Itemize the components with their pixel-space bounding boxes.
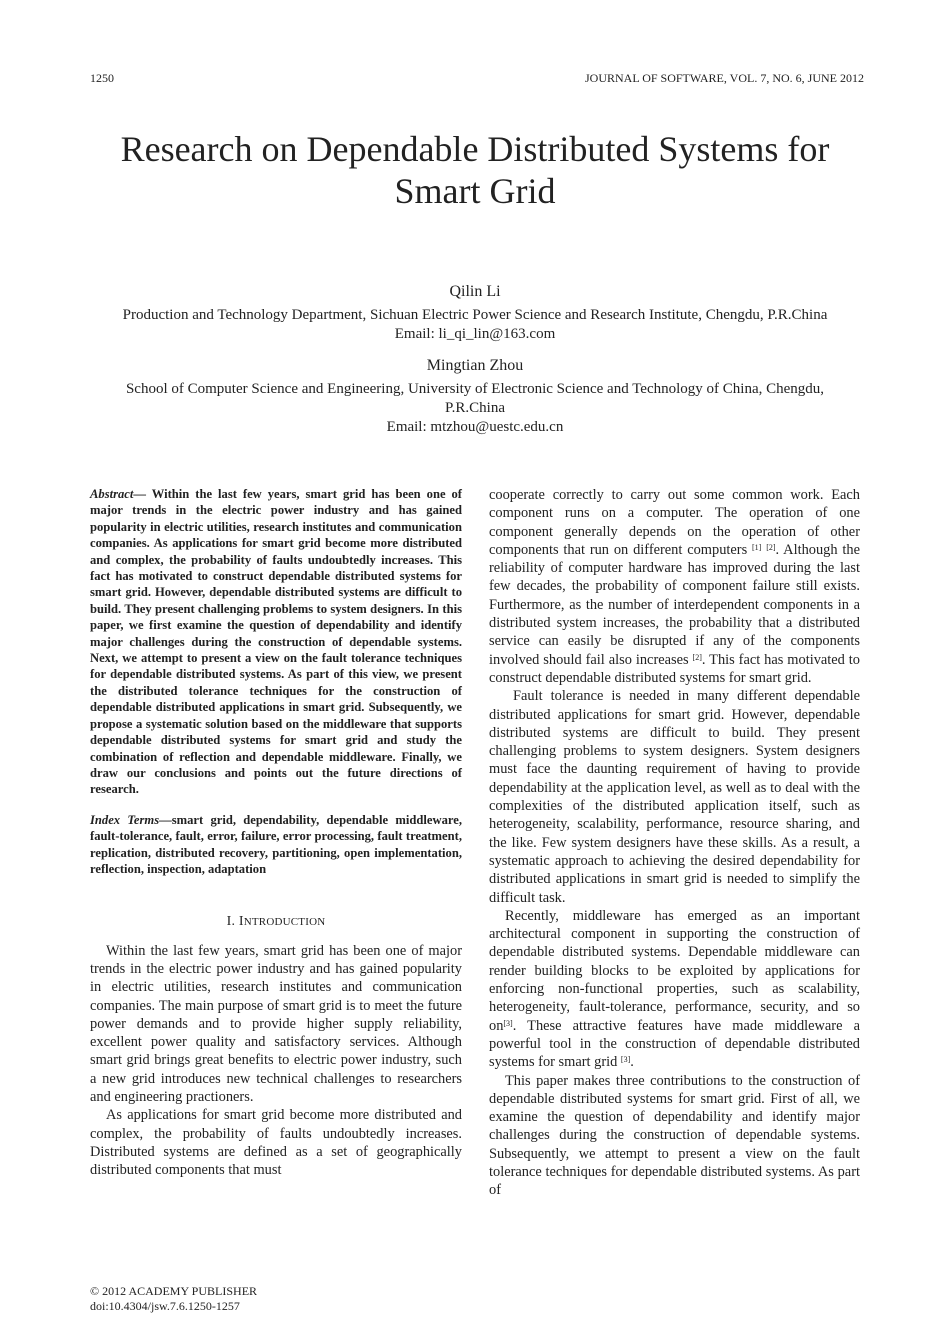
section-heading-introduction: [90, 913, 462, 931]
copyright: © 2012 ACADEMY PUBLISHER: [90, 1284, 258, 1298]
doi: doi:10.4304/jsw.7.6.1250-1257: [90, 1299, 240, 1313]
journal-header: JOURNAL OF SOFTWARE, VOL. 7, NO. 6, JUNE 2012: [584, 71, 864, 85]
citation: [2]: [766, 542, 776, 552]
section-numeral: I. I: [226, 914, 244, 930]
page-footer: [90, 1284, 257, 1314]
author-email: Email: mtzhou@uestc.edu.cn: [386, 419, 564, 435]
paper-title: [60, 128, 890, 212]
author-block-2: [60, 356, 890, 437]
text-run: Recently, middleware has emerged as an important architectural component in supporting the construction of dependable distributed systems. Dependable middleware can render building blocks to be exploited by applications for enforcing non-functional properties, such as scalability, heterogeneity, fault-tolerance, performance, security, and so on: [489, 907, 860, 1034]
citation: [1]: [752, 542, 762, 552]
author-block-1: [60, 282, 890, 344]
abstract-text: — Within the last few years, smart grid has been one of major trends in the electric power industry and has gained popularity in electric utilities, research institutes and communication companies. As applications for smart grid become more distributed and complex, the probability of faults undoubtedly increases. This fact has motivated to construct dependable distributed systems for smart grid. However, dependable distributed systems are difficult to build. They present challenging problems to system designers. In this paper, we first examine the question of dependability and identify major challenges during the construction of dependable systems. Next, we attempt to present a view on the fault tolerance techniques for dependable distributed systems. As part of this view, we present the distributed tolerance techniques for the construction of dependable distributed applications in smart grid. Subsequently, we propose a systematic solution based on the middleware that supports dependable distributed systems for smart grid and study the combination of reflection and dependable middleware. Finally, we draw our conclusions and points out the future directions of research.: [90, 487, 462, 797]
left-column: [90, 486, 462, 1180]
text-run: . These attractive features have made middleware a powerful tool in the construction of dependable distributed systems for smart grid: [489, 1017, 860, 1071]
author-affiliation: School of Computer Science and Engineering, University of Electronic Science and Technology of China, Chengdu,: [125, 381, 825, 397]
right-paragraph-3: [489, 907, 860, 1072]
abstract-label: Abstract: [90, 487, 134, 501]
title-line-1: Research on Dependable Distributed Systems for: [120, 129, 830, 169]
index-terms-label: Index Terms: [90, 812, 160, 827]
text-run: cooperate correctly to carry out some common work. Each component runs on a computer. The operation of one component generally depends on the operation of other components that run on different computers: [489, 487, 860, 558]
page-number: 1250: [90, 71, 114, 85]
right-paragraph-2: Fault tolerance is needed in many different dependable distributed applications for smart grid. However, dependable distributed systems are difficult to build. They present challenging problems to system designers. System designers must face the daunting requirement of having to provide dependability at the application level, as well as to deal with the complexities of the distributed application itself, such as heterogeneity, scalability, performance, resource sharing, and the like. Few system designers have these skills. As a result, a systematic approach to achieving the desired dependability for distributed applications in smart grid is needed to simplify the difficult task.: [489, 688, 860, 906]
abstract: [90, 486, 462, 798]
index-terms: [90, 812, 462, 878]
intro-paragraph-2: As applications for smart grid become more distributed and complex, the probability of faults undoubtedly increases. Distributed systems are defined as a set of geographically distributed components that must: [90, 1107, 462, 1179]
citation: [3]: [503, 1018, 513, 1028]
right-paragraph-1: [489, 486, 860, 687]
text-run: .: [630, 1054, 634, 1071]
section-title: NTRODUCTION: [243, 916, 326, 929]
author-name: Qilin Li: [449, 283, 501, 300]
title-line-2: Smart Grid: [394, 171, 556, 211]
intro-paragraph-1: Within the last few years, smart grid has been one of major trends in the electric power industry and has gained popularity in electric utilities, research institutes and communication companies. The main purpose of smart grid is to meet the future power demands and to provide higher supply reliability, excellent power quality and satisfactory services. Although smart grid brings great benefits to electric power industry, such a new grid introduces new technical challenges to researchers and engineering practioners.: [90, 942, 462, 1106]
right-column: [489, 486, 860, 1200]
author-affiliation-cont: P.R.China: [444, 400, 505, 416]
text-run: . This fact has motivated to construct dependable distributed systems for smart grid.: [489, 651, 860, 686]
text-run: . Although the reliability of computer hardware has improved during the last few decades, the probability of component failure still exists. Furthermore, as the number of interdependent components in a distributed system increases, the probability that a distributed service can easily be disrupted if any of the components involved should fail also increases: [489, 541, 860, 668]
author-name: Mingtian Zhou: [426, 357, 524, 374]
right-paragraph-4: This paper makes three contributions to the construction of dependable distributed systems for smart grid. First of all, we examine the question of dependability and identify major challenges during the construction of dependable systems. Subsequently, we attempt to present a view on the fault tolerance techniques for dependable distributed systems. As part of: [489, 1072, 860, 1199]
index-terms-text: —smart grid, dependability, dependable middleware, fault-tolerance, fault, error, failure, error processing, fault treatment, replication, distributed recovery, partitioning, open implementation, reflection, inspection, adaptation: [90, 812, 462, 876]
citation: [3]: [620, 1055, 631, 1065]
citation: [2]: [692, 652, 702, 662]
author-affiliation: Production and Technology Department, Sichuan Electric Power Science and Research Institute, Chengdu, P.R.China: [122, 307, 828, 323]
author-email: Email: li_qi_lin@163.com: [394, 326, 556, 342]
